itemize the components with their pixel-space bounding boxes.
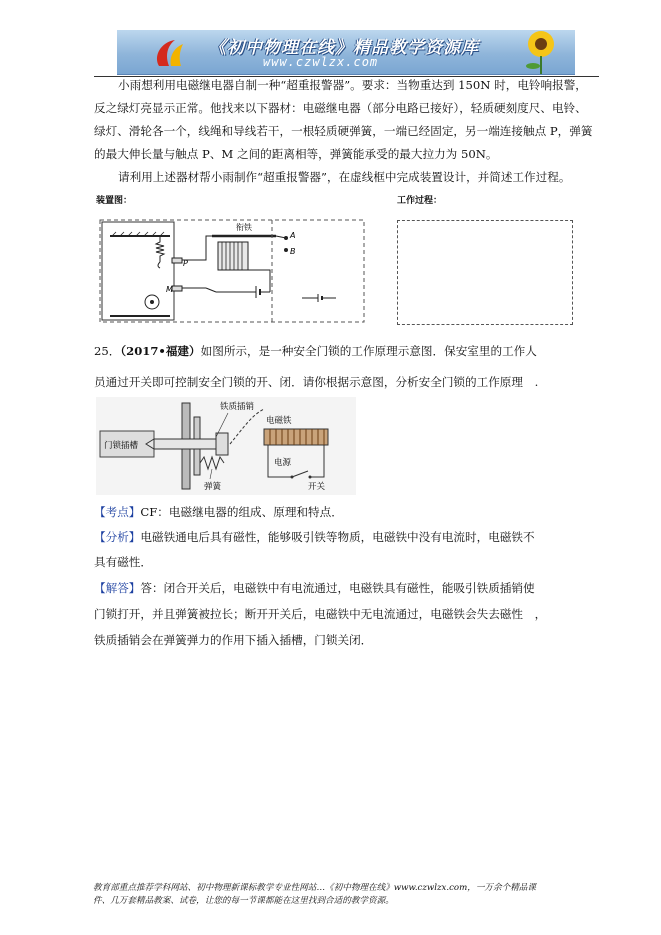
q25-line-1-text: 如图所示，是一种安全门锁的工作原理示意图．保安室里的工作人 (200, 344, 537, 358)
label-A: A (290, 231, 296, 240)
device-figure (96, 206, 366, 324)
label-switch: 开关 (308, 482, 326, 492)
kaodian-tag: 【考点】 (94, 505, 141, 519)
banner-title: 《初中物理在线》精品教学资源库 (209, 38, 479, 58)
jieda-tag: 【解答】 (94, 581, 141, 595)
footer-line-1: 教育部重点推荐学科网站、初中物理新课标教学专业性网站…《初中物理在线》www.czwlzx.com，一万余个精品课 (93, 883, 536, 893)
label-B: B (290, 247, 296, 256)
spring (156, 236, 164, 262)
q24-line-2: 反之绿灯亮显示正常。他找来以下器材：电磁继电器（部分电路已接好），轻质硬刻度尺、电铃、 (94, 101, 587, 115)
label-spring: 弹簧 (204, 482, 222, 492)
jieda-line-1 (94, 578, 535, 599)
banner-url[interactable]: www.czwlzx.com (263, 55, 379, 69)
label-electromagnet: 电磁铁 (266, 416, 292, 426)
contact-M (172, 286, 182, 291)
process-dashed-box (397, 220, 573, 325)
site-logo (151, 36, 187, 70)
label-power: 电源 (274, 458, 292, 468)
fenxi-text-1: 电磁铁通电后具有磁性，能够吸引铁等物质，电磁铁中没有电流时，电磁铁不 (140, 530, 535, 544)
door-lock-figure (96, 397, 356, 495)
q25-number: 25． (94, 344, 121, 358)
q25-line-1 (94, 341, 537, 362)
jieda-line-2: 门锁打开，并且弹簧被拉长；断开开关后，电磁铁中无电流通过，电磁铁会失去磁性 ， (94, 607, 547, 621)
jieda-text-1: 答：闭合开关后，电磁铁中有电流通过，电磁铁具有磁性，能吸引铁质插销使 (140, 581, 535, 595)
fenxi-tag: 【分析】 (94, 530, 141, 544)
label-lock-slot: 门锁插槽 (104, 441, 139, 451)
header-banner (117, 30, 575, 75)
kaodian-text: CF：电磁继电器的组成、原理和特点． (140, 505, 343, 519)
label-P: P (183, 259, 188, 268)
contact-P (172, 258, 182, 263)
label-M: M (166, 285, 173, 294)
q24-line-3: 绿灯、滑轮各一个，线绳和导线若干，一根轻质硬弹簧，一端已经固定，另一端连接触点 P，弹簧 (94, 124, 593, 138)
fenxi-line-1 (94, 527, 535, 548)
q24-line-4: 的最大伸长量与触点 P、M 之间的距离相等，弹簧能承受的最大拉力为 50N。 (94, 147, 498, 161)
relay-coil (218, 242, 248, 270)
footer-line-2: 件、几万套精品教案、试卷，让您的每一节课都能在这里找到合适的教学资源。 (93, 896, 394, 906)
q25-source: （2017•福建） (120, 344, 201, 358)
q24-line-1: 小雨想利用电磁继电器自制一种“超重报警器”。要求：当物重达到 150N 时，电铃响报警， (118, 78, 587, 92)
fenxi-line-2: 具有磁性． (94, 555, 152, 569)
q25-line-2: 员通过开关即可控制安全门锁的开、闭．请你根据示意图，分析安全门锁的工作原理 . (94, 375, 539, 389)
q24-line-5: 请利用上述器材帮小雨制作“超重报警器”，在虚线框中完成装置设计，并简述工作过程。 (118, 170, 571, 184)
process-label: 工作过程： (397, 196, 443, 206)
label-armature: 衔铁 (236, 223, 252, 232)
footer (93, 882, 613, 908)
device-figure-label: 装置图： (96, 196, 133, 206)
kaodian-line (94, 502, 343, 523)
sunflower-icon (509, 30, 569, 74)
jieda-line-3: 铁质插销会在弹簧弹力的作用下插入插槽，门锁关闭． (94, 633, 373, 647)
label-iron-pin: 铁质插销 (220, 402, 255, 412)
iron-pin (154, 439, 224, 449)
